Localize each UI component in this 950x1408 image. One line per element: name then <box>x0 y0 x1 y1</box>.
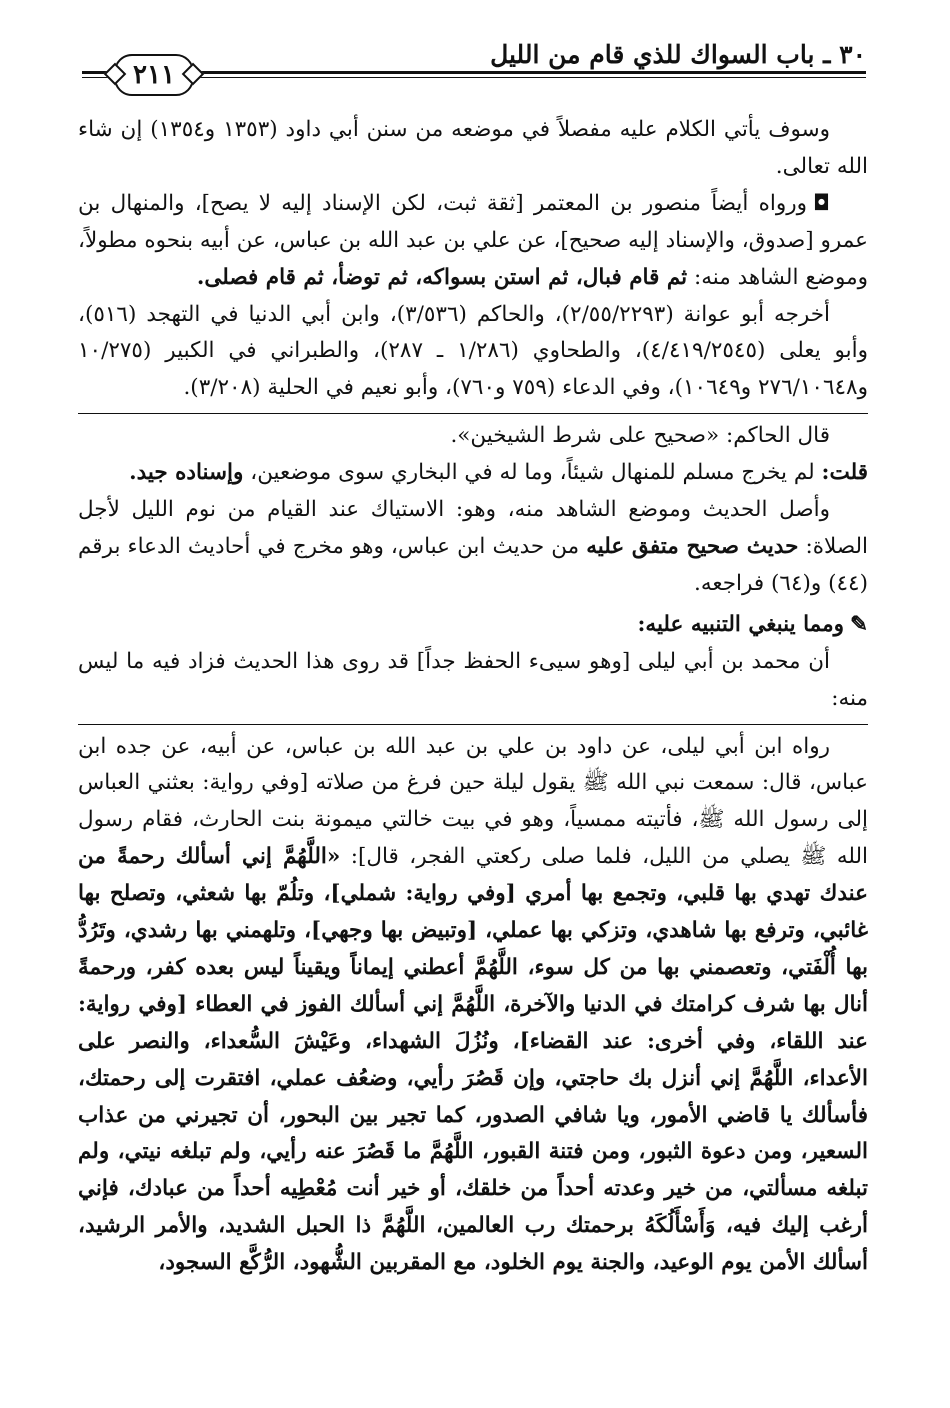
paragraph-8: أن محمد بن أبي ليلى [وهو سيىء الحفظ جداً] قد روى هذا الحديث فزاد فيه ما ليس منه: <box>78 648 868 711</box>
paragraph-5-qultu <box>78 455 868 492</box>
pen-icon: ✎ <box>849 611 868 637</box>
paragraph-4-hakim: قال الحاكم: «صحيح على شرط الشيخين». <box>450 423 830 449</box>
page-body <box>78 112 868 1282</box>
bullet-marker-icon: ◘ <box>812 190 830 216</box>
paragraph-2-bold: ثم قام فبال، ثم استن بسواكه، ثم توضأ، ثم قام فصلى. <box>196 264 688 290</box>
paragraph-5-text: لم يخرج مسلم للمنهال شيئاً، وما له في البخاري سوى موضعين، <box>243 460 822 486</box>
paragraph-3-takhrij: أخرجه أبو عوانة (٢/٥٥/٢٢٩٣)، والحاكم (٣/٥٣٦)، وابن أبي الدنيا في التهجد (٥١٦)، وأبو يعلى (٤/٤١٩/٢٥٤٥)، والطحاوي (١/٢٨٦ ـ ٢٨٧)، والطبراني في الكبير (١٠/٢٧٥ و٢٧٦/١٠٦٤٨ و١٠٦٤٩)، وفي الدعاء (٧٥٩ و٧٦٠)، وأبو نعيم في الحلية (٣/٢٠٨). <box>78 301 868 401</box>
paragraph-6 <box>78 492 868 603</box>
page-number: ٢١١ <box>114 54 194 96</box>
page-header <box>82 38 866 108</box>
paragraph-9-dua: «اللَّهُمَّ إني أسألك رحمةً من عندك تهدي بها قلبي، وتجمع بها أمري [وفي رواية: شملي]، وتلُمّ بها شعثي، وتصلح بها غائبي، وترفع بها شاهدي، وتزكي بها عملي، [وتبيض بها وجهي]، وتلهمني بها رشدي، وتَرُدُّ بها أُلْفَتي، وتعصمني بها من كل سوء، اللَّهُمَّ أعطني إيماناً ويقيناً ليس بعده كفر، ورحمةً أنال بها شرف كرامتك في الدنيا والآخرة، اللَّهُمَّ إني أسألك الفوز في العطاء [وفي رواية: عند اللقاء، وفي أخرى: عند القضاء]، ونُزُلَ الشهداء، وعَيْشَ السُّعداء، والنصر على الأعداء، اللَّهُمَّ إني أنزل بك حاجتي، وإن قَصُرَ رأيي، وضعُف عملي، افتقرت إلى رحمتك، فأسألك يا قاضي الأمور، ويا شافي الصدور، كما تجير بين البحور، أن تجيرني من عذاب السعير، ومن دعوة الثبور، ومن فتنة القبور، اللَّهُمَّ ما قَصُرَ عنه رأيي، ولم تبلغه نيتي، ولم تبلغه مسألتي، من خير وعدته أحداً من خلقك، أو خير أنت مُعْطِيه أحداً من عبادك، فإني أرغب إليك فيه، وَأَسْأَلُكَهُ برحمتك رب العالمين، اللَّهُمَّ ذا الحبل الشديد، والأمر الرشيد، أسألك الأمن يوم الوعيد، والجنة يوم الخلود، مع المقربين الشُّهود، الرُّكَّع السجود، <box>78 844 868 1276</box>
paragraph-6-bold: حديث صحيح متفق عليه <box>586 533 799 559</box>
paragraph-1: وسوف يأتي الكلام عليه مفصلاً في موضعه من سنن أبي داود (١٣٥٣ و١٣٥٤) إن شاء الله تعالى. <box>78 117 868 179</box>
paragraph-9-hadith <box>78 729 868 1283</box>
paragraph-2 <box>78 186 868 297</box>
section-divider-2 <box>78 724 868 725</box>
note-heading: ومما ينبغي التنبيه عليه: <box>637 611 844 637</box>
paragraph-5-bold: وإسناده جيد. <box>129 460 244 486</box>
section-divider <box>78 413 868 414</box>
paragraph-7-heading <box>78 607 868 644</box>
qultu-label: قلت: <box>821 460 868 486</box>
paragraph-6-text1: وأصل الحديث وموضع الشاهد منه، وهو: الاستياك عند القيام من نوم الليل لأجل الصلاة: <box>78 497 868 559</box>
paragraph-6-text2: من حديث ابن عباس، وهو مخرج في أحاديث الدعاء برقم (٤٤) و(٦٤) فراجعه. <box>78 533 868 596</box>
header-rule <box>192 71 866 78</box>
chapter-title: ٣٠ ـ باب السواك للذي قام من الليل <box>490 40 866 69</box>
paragraph-9-text: رواه ابن أبي ليلى، عن داود بن علي بن عبد الله بن عباس، عن أبيه، عن جده ابن عباس، قال: سمعت نبي الله ﷺ يقول ليلة حين فرغ من صلاته [وفي رواية: بعثني العباس إلى رسول الله ﷺ، فأتيته ممسياً، وهو في بيت خالتي ميمونة بنت الحارث، فقام رسول الله ﷺ يصلي من الليل، فلما صلى ركعتي الفجر، قال]: <box>78 733 868 870</box>
paragraph-2-text: ورواه أيضاً منصور بن المعتمر [ثقة ثبت، لكن الإسناد إليه لا يصح]، والمنهال بن عمرو [صدوق، والإسناد إليه صحيح]، عن علي بن عبد الله بن عباس، عن أبيه بنحوه مطولاً، وموضع الشاهد منه: <box>78 190 868 290</box>
